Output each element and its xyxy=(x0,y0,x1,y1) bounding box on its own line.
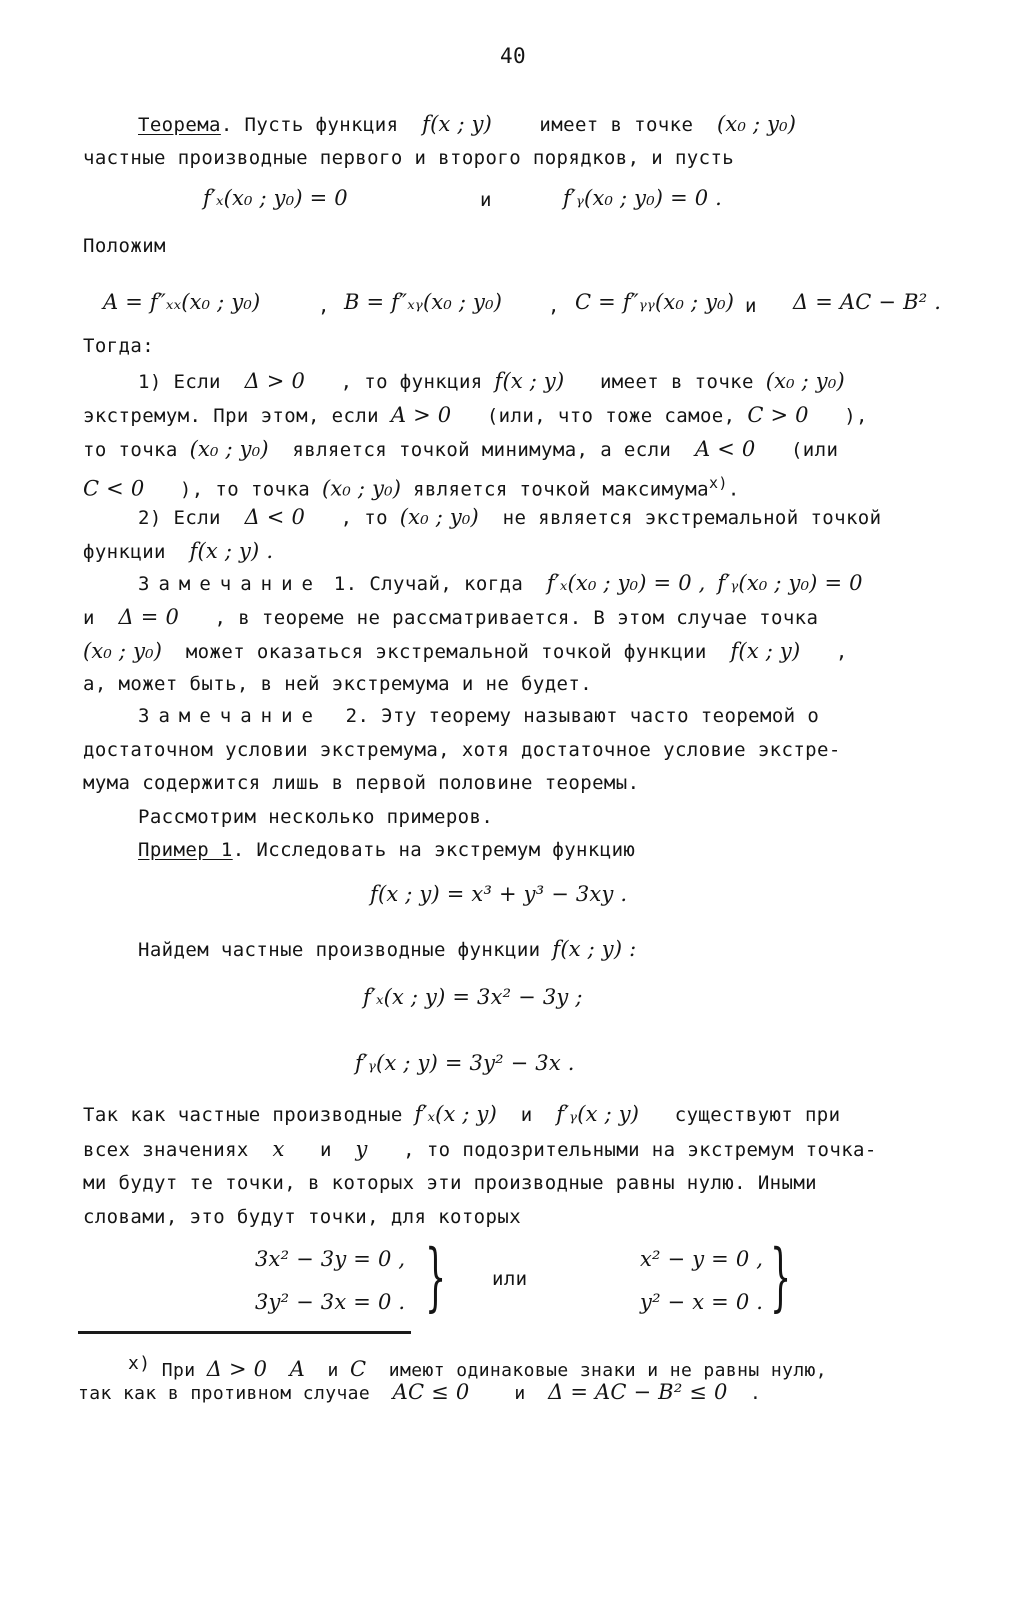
system-right-eq1: x² − y = 0 , xyxy=(640,1247,764,1271)
remark2-line-2: достаточном условии экстремума, хотя достаточное условие экстре- xyxy=(83,739,841,761)
footnote-mark: x) xyxy=(128,1353,151,1374)
set-label: Положим xyxy=(83,235,166,257)
remark2-title: Замечание xyxy=(138,705,322,727)
definition-A: A = f″ₓₓ(x₀ ; y₀) xyxy=(103,290,261,314)
footnote-line-1: $^{x)}$ При Δ > 0 A и C имеют одинаковые знаки и не равны нулю, xyxy=(128,1353,828,1381)
footnote-line-2: так как в противном случае AC ≤ 0 и Δ = AC − B² ≤ 0 . xyxy=(78,1380,762,1404)
theorem-line-1: Теорема. Пусть функция f(x ; y) имеет в точке (x₀ ; y₀) xyxy=(138,112,797,136)
remark1-line-1: Замечание 1. Случай, когда f′ₓ(x₀ ; y₀) = 0 , f′ᵧ(x₀ ; y₀) = 0 xyxy=(138,571,863,595)
system-left-eq2: 3y² − 3x = 0 . xyxy=(255,1290,406,1314)
case1-line-3: то точка (x₀ ; y₀) является точкой минимума, а если A < 0 (или xyxy=(83,437,839,461)
system-or: или xyxy=(492,1268,528,1290)
system-left-brace: } xyxy=(425,1234,447,1320)
paragraph-line-4: словами, это будут точки, для которых xyxy=(83,1206,522,1228)
remark2-line-1: Замечание 2. Эту теорему называют часто теоремой о xyxy=(138,705,820,727)
case2-line-2: функции f(x ; y) . xyxy=(83,539,274,563)
example1-line: Пример 1. Исследовать на экстремум функцию xyxy=(138,839,636,861)
condition-and: и xyxy=(480,189,492,211)
partial-fy: f′ᵧ(x ; y) = 3y² − 3x . xyxy=(355,1051,575,1075)
system-left-eq1: 3x² − 3y = 0 , xyxy=(255,1247,406,1271)
case2-line-1: 2) Если Δ < 0 , то (x₀ ; y₀) не является экстремальной точкой xyxy=(138,505,882,529)
page-number: 40 xyxy=(500,44,527,68)
paragraph-line-1: Так как частные производные f′ₓ(x ; y) и f′ᵧ(x ; y) существуют при xyxy=(83,1102,841,1126)
consider-line: Рассмотрим несколько примеров. xyxy=(138,806,494,828)
theorem-line-2: частные производные первого и второго порядков, и пусть xyxy=(83,147,735,169)
case1-line-4: C < 0 ), то точка (x₀ ; y₀) является точкой максимума$^{x)}$. xyxy=(83,474,740,501)
footnote-ref: x) xyxy=(708,474,728,492)
paragraph-line-2: всех значениях x и y , то подозрительными на экстремум точка- xyxy=(83,1137,877,1161)
partial-fx: f′ₓ(x ; y) = 3x² − 3y ; xyxy=(363,985,583,1009)
case1-line-1: 1) Если Δ > 0 , то функция f(x ; y) имеет в точке (x₀ ; y₀) xyxy=(138,369,845,393)
theorem-title: Теорема xyxy=(138,114,221,136)
remark1-line-3: (x₀ ; y₀) может оказаться экстремальной точкой функции f(x ; y) , xyxy=(83,639,848,663)
document-page: 40 Теорема. Пусть функция f(x ; y) имеет в точке (x₀ ; y₀) частные производные первого и второго порядков, и пусть f′ₓ(x₀ ; y₀) = 0 и f′ᵧ(x₀ ; y₀) = 0 . Положим A = f″ₓₓ(x₀ ; y₀) , B = f″ₓᵧ(x₀ ; y₀) , C = f″ᵧᵧ(x₀ ; y₀) и Δ = AC − B² . Тогда: 1) Если Δ > 0 , то функция f(x ; y) имеет в точке (x₀ ; y₀) экстремум. При этом, если A > 0 (или, что тоже самое, C > 0 ), то точка (x₀ ; y₀) является точкой минимума, а если A < 0 (или C < 0 ), то точка (x₀ ; y₀) является точкой максимума$^{x)}$. 2) Если Δ < 0 , то (x₀ ; y₀) не является экстремальной точкой функции f(x ; y) . Замечание 1. Случай, когда f′ₓ(x₀ ; y₀) = 0 , f′ᵧ(x₀ ; y₀) = 0 и Δ = 0 , в теореме не рассматривается. В этом случае точка (x₀ ; y₀) может оказаться экстремальной точкой функции f(x ; y) , а, может быть, в ней экстремума и не будет. Замечание 2. Эту теорему называют часто теоремой о достаточном условии экстремума, хотя достаточное условие экстре- мума содержится лишь в первой половине теоремы. Рассмотрим несколько примеров. Пример 1. Исследовать на экстремум функцию f(x ; y) = x³ + y³ − 3xy . Найдем частные производные функции f(x ; y) : f′ₓ(x ; y) = 3x² − 3y ; f′ᵧ(x ; y) = 3y² − 3x . Так как частные производные f′ₓ(x ; y) и f′ᵧ(x ; y) существуют при всех значениях x и y , то подозрительными на экстремум точка- ми будут те точки, в которых эти производные равны нулю. Иными словами, это будут точки, для которых 3x² − 3y = 0 , 3y² − 3x = 0 . } или x² − y = 0 , y² − x = 0 . } $^{x)}$ При Δ > 0 A и C имеют одинаковые знаки и не равны нулю, так как в противном случае AC ≤ 0 и Δ = AC − B² ≤ 0 . xyxy=(0,0,1009,1601)
example1-title: Пример 1 xyxy=(138,839,233,861)
definitions-and: и xyxy=(745,295,757,317)
partials-intro: Найдем частные производные функции f(x ; y) : xyxy=(138,937,637,961)
definition-B: B = f″ₓᵧ(x₀ ; y₀) xyxy=(344,290,503,314)
condition-fx: f′ₓ(x₀ ; y₀) = 0 xyxy=(203,186,348,210)
system-right-brace: } xyxy=(770,1234,792,1320)
system-right-eq2: y² − x = 0 . xyxy=(640,1290,764,1314)
paragraph-line-3: ми будут те точки, в которых эти производные равны нулю. Иными xyxy=(83,1172,818,1194)
example1-formula: f(x ; y) = x³ + y³ − 3xy . xyxy=(370,882,628,906)
definition-C: C = f″ᵧᵧ(x₀ ; y₀) xyxy=(575,290,735,314)
remark1-line-4: а, может быть, в ней экстремума и не будет. xyxy=(83,673,593,695)
remark2-line-3: мума содержится лишь в первой половине теоремы. xyxy=(83,772,640,794)
condition-fy: f′ᵧ(x₀ ; y₀) = 0 . xyxy=(563,186,723,210)
then-label: Тогда: xyxy=(83,335,155,357)
footnote-rule xyxy=(78,1331,411,1334)
definition-delta: Δ = AC − B² . xyxy=(793,290,942,314)
remark1-title: Замечание xyxy=(138,573,322,595)
case1-line-2: экстремум. При этом, если A > 0 (или, что тоже самое, C > 0 ), xyxy=(83,403,868,427)
remark1-line-2: и Δ = 0 , в теореме не рассматривается. В этом случае точка xyxy=(83,605,819,629)
